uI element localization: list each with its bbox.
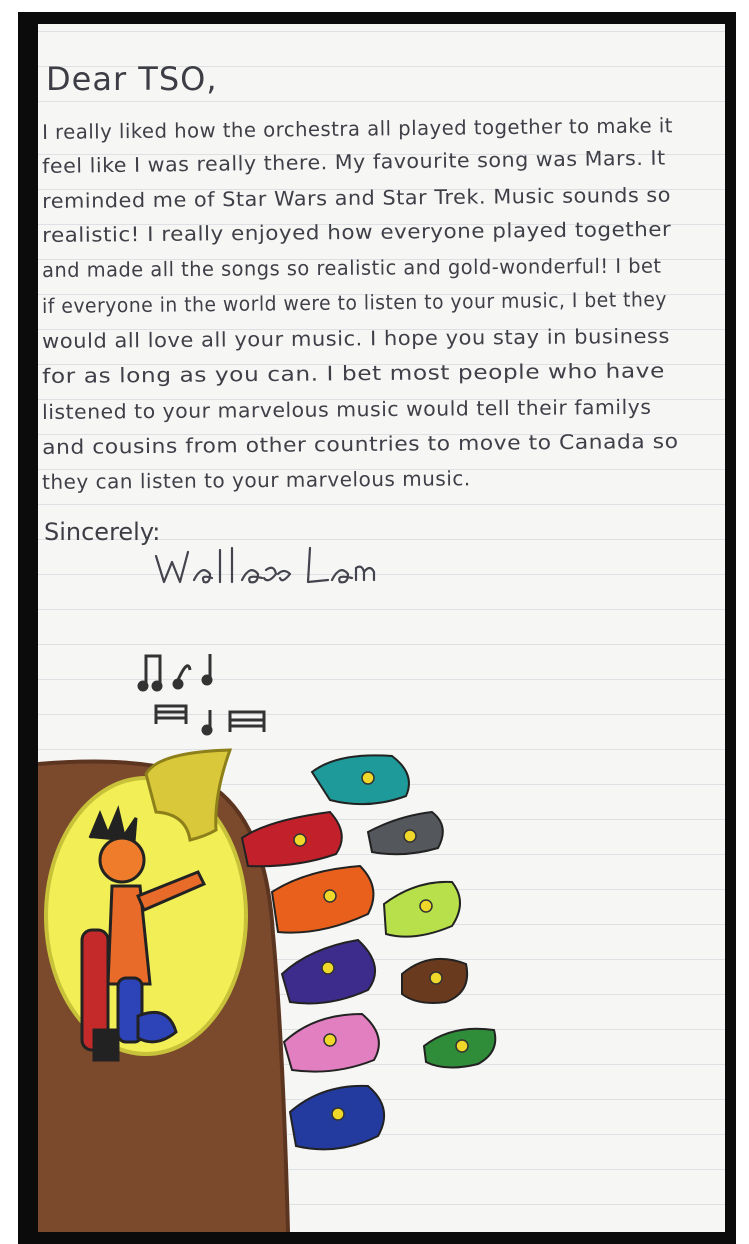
letter-line: I really liked how the orchestra all played together to make it [42,113,674,144]
letter-line: and made all the songs so realistic and gold-wonderful! I bet [42,253,662,282]
letter-paper [38,24,725,1232]
signature-scribble [150,534,390,594]
letter-line: for as long as you can. I bet most people who have [42,358,665,388]
crayon-drawing [38,644,725,1232]
letter-line: would all love all your music. I hope you stay in business [42,323,670,353]
letter-line: feel like I was really there. My favourite song was Mars. It [42,145,666,178]
letter-line: listened to your marvelous music would tell their familys [42,394,652,424]
music-notes-icon [139,654,264,734]
letter-closing: Sincerely: [44,518,161,546]
letter-line: realistic! I really enjoyed how everyone played together [42,216,672,247]
letter-line: and cousins from other countries to move to Canada so [42,428,679,459]
letter-line: reminded me of Star Wars and Star Trek. Music sounds so [42,182,672,213]
letter-line: if everyone in the world were to listen to your music, I bet they [42,287,668,318]
letter-line: they can listen to your marvelous music. [42,466,471,494]
letter-greeting: Dear TSO, [46,60,218,98]
